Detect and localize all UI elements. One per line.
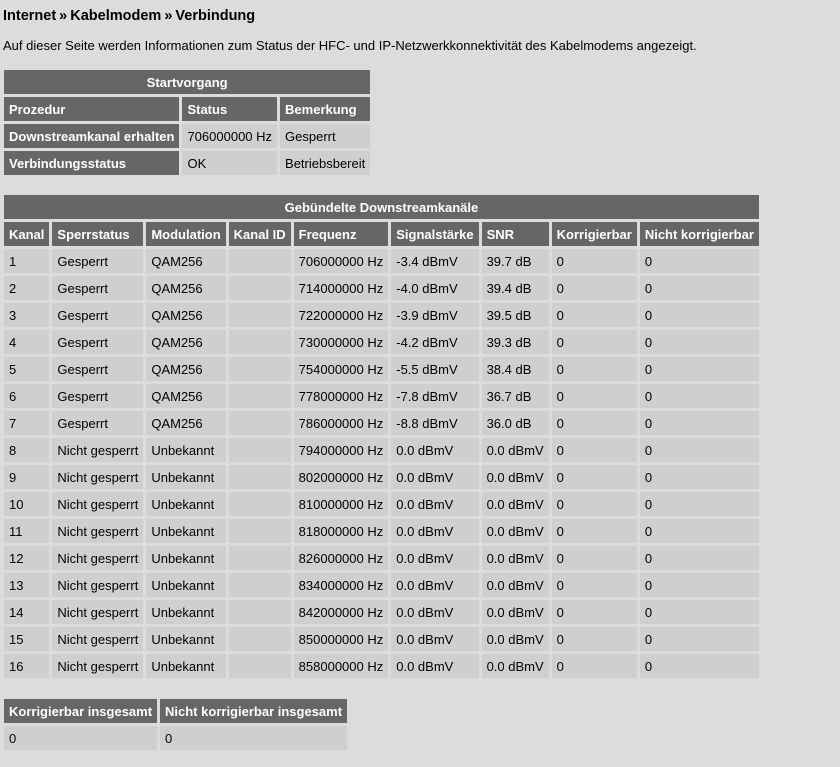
cell-signalstaerke: -5.5 dBmV — [391, 357, 478, 381]
cell-snr: 0.0 dBmV — [482, 465, 549, 489]
cell-korrigierbar: 0 — [552, 411, 637, 435]
table-row — [4, 546, 759, 570]
startup-table — [1, 67, 373, 178]
cell-snr: 39.7 dB — [482, 249, 549, 273]
startup-table-title: Startvorgang — [4, 70, 370, 94]
column-header-prozedur: Prozedur — [4, 97, 179, 121]
cell-signalstaerke: 0.0 dBmV — [391, 627, 478, 651]
cell-kanal-id — [229, 438, 291, 462]
cell-korrigierbar: 0 — [552, 627, 637, 651]
cell-snr: 0.0 dBmV — [482, 519, 549, 543]
cell-frequenz: 722000000 Hz — [294, 303, 389, 327]
cell-signalstaerke: -8.8 dBmV — [391, 411, 478, 435]
cell-sperrstatus: Nicht gesperrt — [52, 465, 143, 489]
cell-korrigierbar: 0 — [552, 384, 637, 408]
cell-kanal-id — [229, 276, 291, 300]
nicht-korrigierbar-insgesamt-value: 0 — [160, 726, 347, 750]
column-header-modulation: Modulation — [146, 222, 225, 246]
cell-frequenz: 778000000 Hz — [294, 384, 389, 408]
cell-snr: 0.0 dBmV — [482, 654, 549, 678]
cell-korrigierbar: 0 — [552, 600, 637, 624]
cell-signalstaerke: 0.0 dBmV — [391, 546, 478, 570]
table-row — [4, 600, 759, 624]
cell-nicht-korrigierbar: 0 — [640, 438, 759, 462]
cell-signalstaerke: -7.8 dBmV — [391, 384, 478, 408]
cell-nicht-korrigierbar: 0 — [640, 465, 759, 489]
table-row — [4, 411, 759, 435]
cell-modulation: QAM256 — [146, 411, 225, 435]
table-row — [4, 519, 759, 543]
cell-kanal-id — [229, 519, 291, 543]
cell-frequenz: 714000000 Hz — [294, 276, 389, 300]
table-row — [4, 303, 759, 327]
column-header-snr: SNR — [482, 222, 549, 246]
cell-modulation: QAM256 — [146, 249, 225, 273]
cell-frequenz: 810000000 Hz — [294, 492, 389, 516]
cell-kanal-id — [229, 249, 291, 273]
column-header-sperrstatus: Sperrstatus — [52, 222, 143, 246]
cell-signalstaerke: -3.9 dBmV — [391, 303, 478, 327]
table-row — [4, 151, 370, 175]
downstream-channels-table — [1, 192, 762, 681]
cell-kanal: 8 — [4, 438, 49, 462]
cell-frequenz: 786000000 Hz — [294, 411, 389, 435]
breadcrumb-separator: » — [164, 8, 173, 24]
cell-signalstaerke: 0.0 dBmV — [391, 465, 478, 489]
table-row — [4, 573, 759, 597]
cell-modulation: Unbekannt — [146, 600, 225, 624]
cell-signalstaerke: 0.0 dBmV — [391, 438, 478, 462]
cell-snr: 38.4 dB — [482, 357, 549, 381]
cell-kanal-id — [229, 627, 291, 651]
totals-table — [1, 696, 350, 753]
cell-kanal: 10 — [4, 492, 49, 516]
table-row — [4, 726, 347, 750]
row-header: Verbindungsstatus — [4, 151, 179, 175]
cell-korrigierbar: 0 — [552, 546, 637, 570]
table-row — [4, 384, 759, 408]
cell-korrigierbar: 0 — [552, 654, 637, 678]
cell-modulation: Unbekannt — [146, 438, 225, 462]
cell-kanal: 12 — [4, 546, 49, 570]
cell-modulation: Unbekannt — [146, 573, 225, 597]
cell-nicht-korrigierbar: 0 — [640, 654, 759, 678]
column-header-status: Status — [182, 97, 277, 121]
cell-nicht-korrigierbar: 0 — [640, 357, 759, 381]
column-header-kanal-id: Kanal ID — [229, 222, 291, 246]
cell-nicht-korrigierbar: 0 — [640, 276, 759, 300]
table-row — [4, 438, 759, 462]
cell-korrigierbar: 0 — [552, 330, 637, 354]
cell-signalstaerke: 0.0 dBmV — [391, 600, 478, 624]
cell-snr: 0.0 dBmV — [482, 627, 549, 651]
cell-nicht-korrigierbar: 0 — [640, 411, 759, 435]
cell-modulation: Unbekannt — [146, 546, 225, 570]
cell-kanal: 14 — [4, 600, 49, 624]
downstream-table-title: Gebündelte Downstreamkanäle — [4, 195, 759, 219]
table-row — [4, 465, 759, 489]
cell-frequenz: 802000000 Hz — [294, 465, 389, 489]
cell-nicht-korrigierbar: 0 — [640, 303, 759, 327]
cell-frequenz: 850000000 Hz — [294, 627, 389, 651]
cell-sperrstatus: Nicht gesperrt — [52, 546, 143, 570]
cell-korrigierbar: 0 — [552, 573, 637, 597]
cell-kanal: 13 — [4, 573, 49, 597]
cell-nicht-korrigierbar: 0 — [640, 519, 759, 543]
cell-signalstaerke: -4.2 dBmV — [391, 330, 478, 354]
cell-snr: 39.5 dB — [482, 303, 549, 327]
cell-sperrstatus: Gesperrt — [52, 249, 143, 273]
cell-sperrstatus: Nicht gesperrt — [52, 492, 143, 516]
cell-kanal: 5 — [4, 357, 49, 381]
cell-korrigierbar: 0 — [552, 249, 637, 273]
breadcrumb-separator: » — [59, 8, 68, 24]
cell-korrigierbar: 0 — [552, 492, 637, 516]
cell-frequenz: 842000000 Hz — [294, 600, 389, 624]
cell-frequenz: 794000000 Hz — [294, 438, 389, 462]
cell-sperrstatus: Gesperrt — [52, 303, 143, 327]
cell-snr: 0.0 dBmV — [482, 492, 549, 516]
cell-snr: 39.4 dB — [482, 276, 549, 300]
cell-kanal: 6 — [4, 384, 49, 408]
cell-sperrstatus: Nicht gesperrt — [52, 438, 143, 462]
cell-kanal-id — [229, 600, 291, 624]
cell-korrigierbar: 0 — [552, 276, 637, 300]
cell-kanal: 11 — [4, 519, 49, 543]
cell-kanal: 4 — [4, 330, 49, 354]
cell-kanal: 9 — [4, 465, 49, 489]
cell-modulation: Unbekannt — [146, 519, 225, 543]
cell-sperrstatus: Nicht gesperrt — [52, 573, 143, 597]
cell-signalstaerke: 0.0 dBmV — [391, 654, 478, 678]
cell-modulation: QAM256 — [146, 276, 225, 300]
cell-snr: 0.0 dBmV — [482, 546, 549, 570]
breadcrumb — [3, 8, 255, 24]
cell-nicht-korrigierbar: 0 — [640, 492, 759, 516]
table-row — [4, 627, 759, 651]
cell-sperrstatus: Gesperrt — [52, 411, 143, 435]
cell-frequenz: 826000000 Hz — [294, 546, 389, 570]
cell-korrigierbar: 0 — [552, 303, 637, 327]
cell-kanal-id — [229, 546, 291, 570]
column-header-korrigierbar-insgesamt: Korrigierbar insgesamt — [4, 699, 157, 723]
table-cell: OK — [182, 151, 277, 175]
cell-nicht-korrigierbar: 0 — [640, 249, 759, 273]
korrigierbar-insgesamt-value: 0 — [4, 726, 157, 750]
cell-frequenz: 858000000 Hz — [294, 654, 389, 678]
cell-kanal: 1 — [4, 249, 49, 273]
table-row — [4, 330, 759, 354]
breadcrumb-item-kabelmodem[interactable]: Kabelmodem — [70, 8, 162, 24]
downstream-header-row — [4, 222, 759, 246]
cell-sperrstatus: Gesperrt — [52, 357, 143, 381]
cell-kanal-id — [229, 384, 291, 408]
cell-signalstaerke: -4.0 dBmV — [391, 276, 478, 300]
cell-snr: 0.0 dBmV — [482, 600, 549, 624]
table-cell: 706000000 Hz — [182, 124, 277, 148]
breadcrumb-item-verbindung: Verbindung — [175, 8, 256, 24]
cell-modulation: QAM256 — [146, 330, 225, 354]
table-row — [4, 357, 759, 381]
cell-kanal: 7 — [4, 411, 49, 435]
cell-sperrstatus: Gesperrt — [52, 330, 143, 354]
column-header-korrigierbar: Korrigierbar — [552, 222, 637, 246]
table-cell: Betriebsbereit — [280, 151, 370, 175]
cell-kanal: 16 — [4, 654, 49, 678]
cell-kanal-id — [229, 303, 291, 327]
cell-frequenz: 730000000 Hz — [294, 330, 389, 354]
cell-frequenz: 706000000 Hz — [294, 249, 389, 273]
downstream-table-body — [4, 249, 759, 678]
cell-korrigierbar: 0 — [552, 438, 637, 462]
cell-sperrstatus: Nicht gesperrt — [52, 519, 143, 543]
cell-snr: 0.0 dBmV — [482, 438, 549, 462]
cell-frequenz: 834000000 Hz — [294, 573, 389, 597]
cell-snr: 0.0 dBmV — [482, 573, 549, 597]
row-header: Downstreamkanal erhalten — [4, 124, 179, 148]
cell-signalstaerke: -3.4 dBmV — [391, 249, 478, 273]
cell-kanal-id — [229, 573, 291, 597]
cell-sperrstatus: Nicht gesperrt — [52, 627, 143, 651]
cell-kanal-id — [229, 654, 291, 678]
cell-korrigierbar: 0 — [552, 357, 637, 381]
cell-modulation: Unbekannt — [146, 465, 225, 489]
cell-kanal-id — [229, 330, 291, 354]
cell-nicht-korrigierbar: 0 — [640, 573, 759, 597]
cell-modulation: QAM256 — [146, 303, 225, 327]
cell-kanal-id — [229, 492, 291, 516]
cell-nicht-korrigierbar: 0 — [640, 600, 759, 624]
cell-sperrstatus: Nicht gesperrt — [52, 654, 143, 678]
table-row — [4, 124, 370, 148]
cell-nicht-korrigierbar: 0 — [640, 330, 759, 354]
table-row — [4, 492, 759, 516]
cell-snr: 36.7 dB — [482, 384, 549, 408]
page-description: Auf dieser Seite werden Informationen zum Status der HFC- und IP-Netzwerkkonnektivität des Kabelmodems angezeigt. — [3, 38, 697, 53]
cell-frequenz: 818000000 Hz — [294, 519, 389, 543]
cell-frequenz: 754000000 Hz — [294, 357, 389, 381]
cell-korrigierbar: 0 — [552, 465, 637, 489]
column-header-nicht-korrigierbar: Nicht korrigierbar — [640, 222, 759, 246]
column-header-kanal: Kanal — [4, 222, 49, 246]
cell-sperrstatus: Gesperrt — [52, 276, 143, 300]
column-header-bemerkung: Bemerkung — [280, 97, 370, 121]
cell-snr: 36.0 dB — [482, 411, 549, 435]
cell-nicht-korrigierbar: 0 — [640, 384, 759, 408]
table-row — [4, 654, 759, 678]
column-header-signalstaerke: Signalstärke — [391, 222, 478, 246]
cell-kanal-id — [229, 357, 291, 381]
table-row — [4, 249, 759, 273]
cell-modulation: Unbekannt — [146, 492, 225, 516]
table-cell: Gesperrt — [280, 124, 370, 148]
cell-modulation: QAM256 — [146, 384, 225, 408]
table-row — [4, 276, 759, 300]
cell-kanal: 3 — [4, 303, 49, 327]
cell-korrigierbar: 0 — [552, 519, 637, 543]
cell-kanal-id — [229, 465, 291, 489]
cell-kanal: 15 — [4, 627, 49, 651]
cell-sperrstatus: Gesperrt — [52, 384, 143, 408]
cell-modulation: Unbekannt — [146, 654, 225, 678]
cell-kanal: 2 — [4, 276, 49, 300]
breadcrumb-item-internet[interactable]: Internet — [3, 8, 57, 24]
column-header-nicht-korrigierbar-insgesamt: Nicht korrigierbar insgesamt — [160, 699, 347, 723]
cell-modulation: Unbekannt — [146, 627, 225, 651]
cell-signalstaerke: 0.0 dBmV — [391, 492, 478, 516]
cell-modulation: QAM256 — [146, 357, 225, 381]
cell-kanal-id — [229, 411, 291, 435]
cell-sperrstatus: Nicht gesperrt — [52, 600, 143, 624]
cell-signalstaerke: 0.0 dBmV — [391, 573, 478, 597]
cell-snr: 39.3 dB — [482, 330, 549, 354]
cell-signalstaerke: 0.0 dBmV — [391, 519, 478, 543]
cell-nicht-korrigierbar: 0 — [640, 627, 759, 651]
column-header-frequenz: Frequenz — [294, 222, 389, 246]
cell-nicht-korrigierbar: 0 — [640, 546, 759, 570]
